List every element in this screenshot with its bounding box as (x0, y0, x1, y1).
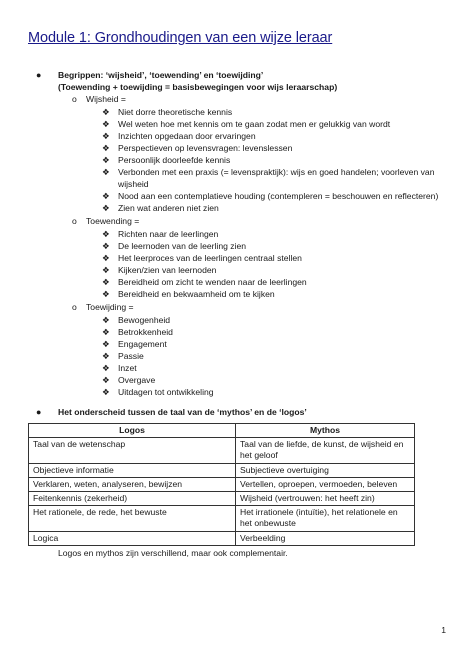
table-row (29, 477, 415, 491)
bullet-dot: ● (36, 407, 42, 417)
page-number: 1 (441, 625, 446, 635)
list-item: Nood aan een contemplatieve houding (contempleren = beschouwen en reflecteren) (118, 191, 439, 201)
list-item: Overgave (118, 375, 156, 385)
table-header-row (29, 424, 415, 438)
list-item: Zien wat anderen niet zien (118, 203, 219, 213)
list-item: Passie (118, 351, 144, 361)
table-cell-logos: Het rationele, de rede, het bewuste (29, 506, 236, 531)
bullet-dot: ● (36, 70, 42, 80)
group-label-toewending: Toewending = (86, 216, 140, 226)
list-item: Bereidheid en bekwaamheid om te kijken (118, 289, 275, 299)
diamond-bullet-icon: ❖ (102, 363, 110, 373)
list-item: Engagement (118, 339, 167, 349)
conclusion-text: Logos en mythos zijn verschillend, maar ook complementair. (58, 548, 288, 558)
diamond-bullet-icon: ❖ (102, 387, 110, 397)
diamond-bullet-icon: ❖ (102, 203, 110, 213)
diamond-bullet-icon: ❖ (102, 277, 110, 287)
table-cell-logos: Objectieve informatie (29, 463, 236, 477)
diamond-bullet-icon: ❖ (102, 131, 110, 141)
table-cell-mythos: Subjectieve overtuiging (236, 463, 415, 477)
diamond-bullet-icon: ❖ (102, 229, 110, 239)
diamond-bullet-icon: ❖ (102, 351, 110, 361)
table-row (29, 463, 415, 477)
table-cell-mythos: Vertellen, oproepen, vermoeden, beleven (236, 477, 415, 491)
diamond-bullet-icon: ❖ (102, 191, 110, 201)
section-subheading: (Toewending + toewijding = basisbewegingen voor wijs leraarschap) (58, 82, 338, 92)
section-heading-begrippen: Begrippen: ‘wijsheid’, ‘toewending’ en ‘toewijding’ (58, 70, 264, 80)
column-header-logos: Logos (29, 424, 236, 438)
diamond-bullet-icon: ❖ (102, 155, 110, 165)
table-cell-logos: Verklaren, weten, analyseren, bewijzen (29, 477, 236, 491)
table-row (29, 492, 415, 506)
diamond-bullet-icon: ❖ (102, 107, 110, 117)
circle-bullet-icon: o (72, 216, 77, 226)
diamond-bullet-icon: ❖ (102, 289, 110, 299)
diamond-bullet-icon: ❖ (102, 265, 110, 275)
diamond-bullet-icon: ❖ (102, 339, 110, 349)
diamond-bullet-icon: ❖ (102, 119, 110, 129)
page-title: Module 1: Grondhoudingen van een wijze leraar (28, 30, 333, 46)
diamond-bullet-icon: ❖ (102, 375, 110, 385)
table-cell-mythos: Het irrationele (intuïtie), het relationele en het onbewuste (236, 506, 415, 531)
circle-bullet-icon: o (72, 94, 77, 104)
table-cell-mythos: Verbeelding (236, 531, 415, 545)
table-cell-logos: Logica (29, 531, 236, 545)
table-cell-mythos: Taal van de liefde, de kunst, de wijsheid en het geloof (236, 438, 415, 463)
list-item: Richten naar de leerlingen (118, 229, 219, 239)
table-row (29, 531, 415, 545)
list-item-continuation: wijsheid (118, 179, 149, 189)
table-cell-logos: Feitenkennis (zekerheid) (29, 492, 236, 506)
section-heading-mythos-logos: Het onderscheid tussen de taal van de ‘mythos’ en de ‘logos’ (58, 407, 307, 417)
list-item: Kijken/zien van leernoden (118, 265, 217, 275)
group-label-toewijding: Toewijding = (86, 302, 134, 312)
diamond-bullet-icon: ❖ (102, 241, 110, 251)
list-item: Bewogenheid (118, 315, 171, 325)
list-item: De leernoden van de leerling zien (118, 241, 247, 251)
column-header-mythos: Mythos (236, 424, 415, 438)
circle-bullet-icon: o (72, 302, 77, 312)
list-item: Het leerproces van de leerlingen centraal stellen (118, 253, 302, 263)
table-row (29, 506, 415, 531)
table-row (29, 438, 415, 463)
table-cell-mythos: Wijsheid (vertrouwen: het heeft zin) (236, 492, 415, 506)
diamond-bullet-icon: ❖ (102, 253, 110, 263)
table-cell-logos: Taal van de wetenschap (29, 438, 236, 463)
comparison-table (28, 423, 415, 546)
list-item: Inzichten opgedaan door ervaringen (118, 131, 256, 141)
group-label-wijsheid: Wijsheid = (86, 94, 126, 104)
list-item: Niet dorre theoretische kennis (118, 107, 233, 117)
list-item: Betrokkenheid (118, 327, 173, 337)
diamond-bullet-icon: ❖ (102, 327, 110, 337)
list-item: Verbonden met een praxis (= levenspraktijk): wijs en goed handelen; voorleven van (118, 167, 435, 177)
list-item: Wel weten hoe met kennis om te gaan zodat men er gelukkig van wordt (118, 119, 391, 129)
diamond-bullet-icon: ❖ (102, 315, 110, 325)
list-item: Perspectieven op levensvragen: levenslessen (118, 143, 293, 153)
list-item: Persoonlijk doorleefde kennis (118, 155, 231, 165)
diamond-bullet-icon: ❖ (102, 143, 110, 153)
list-item: Uitdagen tot ontwikkeling (118, 387, 214, 397)
list-item: Bereidheid om zicht te wenden naar de leerlingen (118, 277, 307, 287)
list-item: Inzet (118, 363, 137, 373)
diamond-bullet-icon: ❖ (102, 167, 110, 177)
